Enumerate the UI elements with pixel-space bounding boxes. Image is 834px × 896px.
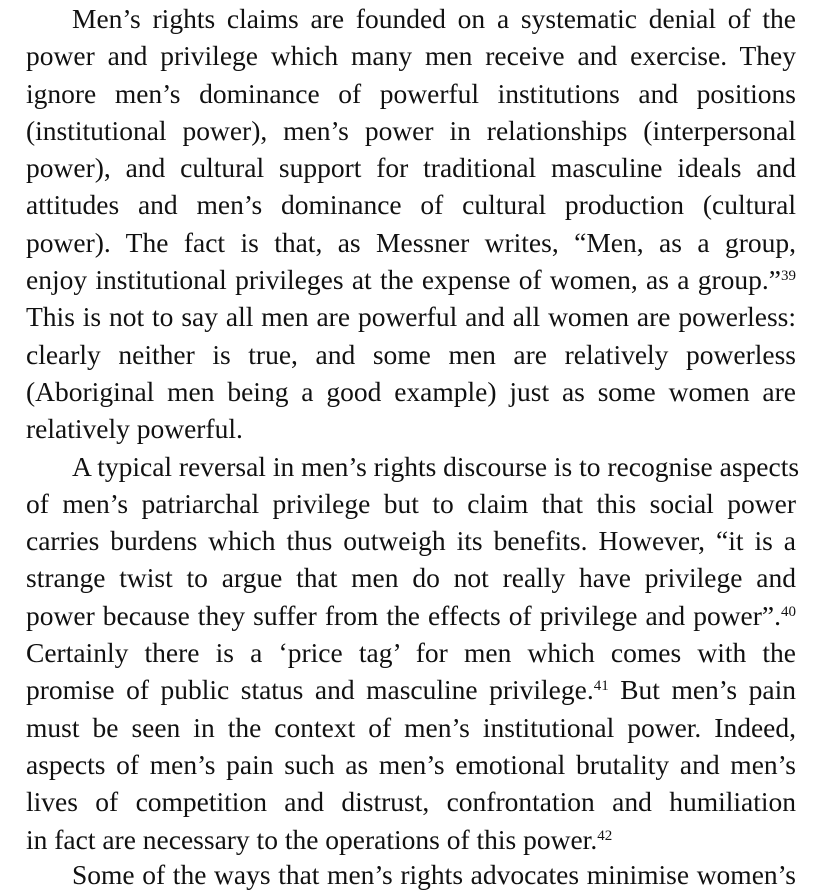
- paragraph-1: [26, 0, 796, 448]
- text-line: attitudes and men’s dominance of cultural production (cultural: [26, 189, 796, 221]
- text-line: must be seen in the context of men’s institutional power. Indeed,: [26, 711, 796, 743]
- text-line: This is not to say all men are powerful and all women are powerless:: [26, 301, 796, 333]
- text-line: power), and cultural support for traditional masculine ideals and: [26, 152, 796, 184]
- text-line: A typical reversal in men’s rights discourse is to recognise aspects: [72, 450, 800, 482]
- text-line: carries burdens which thus outweigh its benefits. However, “it is a: [26, 525, 796, 557]
- text-line: enjoy institutional privileges at the expense of women, as a group.”$^{39}$: [26, 264, 796, 296]
- footnote-ref: 42: [597, 827, 613, 844]
- cut-off-line-container: [26, 856, 796, 896]
- paragraph-2: [26, 448, 800, 858]
- text-line: relatively powerful.: [26, 413, 243, 445]
- text-line: power because they suffer from the effects of privilege and power”.$^{40}$: [26, 599, 796, 631]
- text-line: strange twist to argue that men do not really have privilege and: [26, 562, 796, 594]
- text-line: Men’s rights claims are founded on a systematic denial of the: [72, 3, 796, 34]
- text-line: (Aboriginal men being a good example) just as some women are: [26, 375, 796, 407]
- text-line: clearly neither is true, and some men are relatively powerless: [26, 338, 796, 370]
- text-line: ignore men’s dominance of powerful institutions and positions: [26, 77, 796, 109]
- text-line: lives of competition and distrust, confrontation and humiliation: [26, 786, 796, 818]
- text-line: Certainly there is a ‘price tag’ for men which comes with the: [26, 637, 796, 669]
- text-line: power). The fact is that, as Messner writes, “Men, as a group,: [26, 226, 796, 258]
- footnote-ref: 41: [593, 678, 609, 695]
- document-page: [26, 0, 800, 858]
- text-line: aspects of men’s pain such as men’s emotional brutality and men’s: [26, 748, 796, 780]
- footnote-ref: 40: [781, 603, 796, 620]
- text-line: (institutional power), men’s power in relationships (interpersonal: [26, 114, 796, 146]
- footnote-ref: 39: [781, 268, 796, 285]
- text-line: promise of public status and masculine privilege.$^{41}$ But men’s pain: [26, 674, 796, 706]
- text-line-partial: Some of the ways that men’s rights advocates minimise women’s: [72, 859, 796, 890]
- text-line: of men’s patriarchal privilege but to claim that this social power: [26, 487, 796, 519]
- text-line: in fact are necessary to the operations of this power.$^{42}$: [26, 823, 613, 855]
- text-line: power and privilege which many men receive and exercise. They: [26, 40, 796, 72]
